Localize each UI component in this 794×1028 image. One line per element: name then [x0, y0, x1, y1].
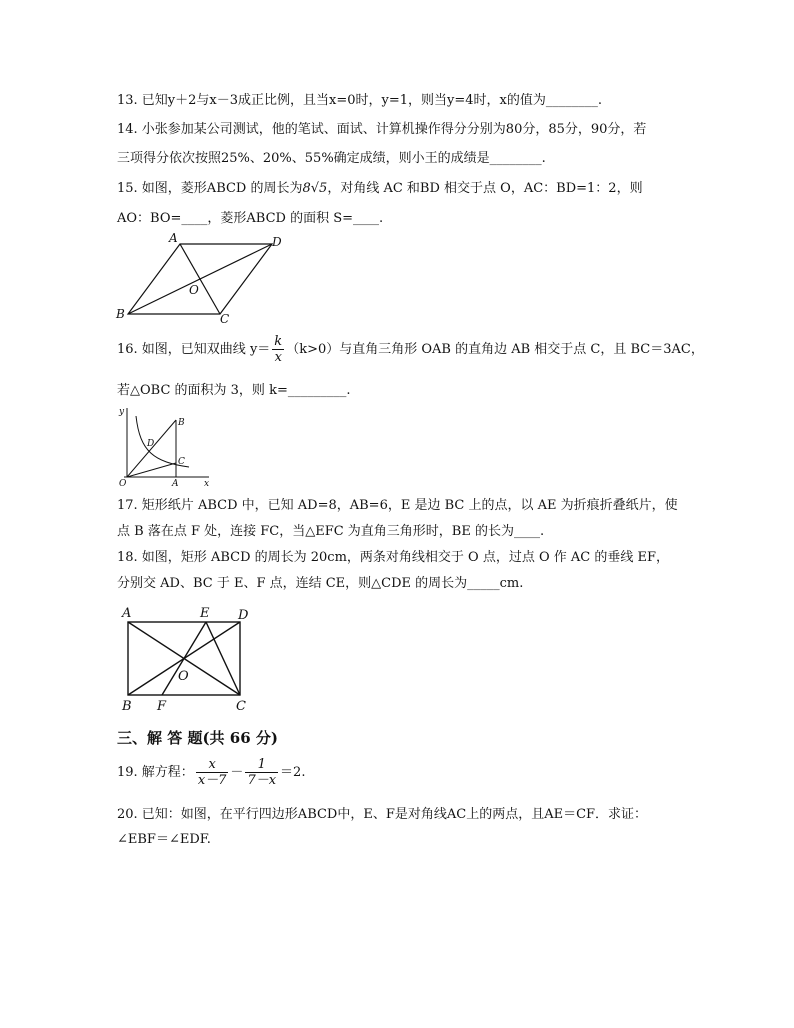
equation-rhs: ＝2. — [280, 765, 306, 780]
label-d: D — [272, 235, 282, 249]
label-a: A — [122, 606, 132, 621]
question-16-text-end: （k>0）与直角三角形 OAB 的直角边 AB 相交于点 C，且 BC＝3AC， — [286, 342, 704, 357]
fraction-2-denominator: 7－x — [247, 773, 277, 788]
question-14-line-1: 14. 小张参加某公司测试，他的笔试、面试、计算机操作得分分别为80分，85分，90分，若 — [117, 122, 647, 137]
question-19 — [117, 756, 305, 792]
question-20-line-1: 20. 已知：如图，在平行四边形ABCD中，E、F是对角线AC上的两点，且AE＝CF．求证： — [117, 807, 648, 822]
label-e: E — [200, 606, 210, 621]
question-16-text-start: 16. 如图，已知双曲线 y＝ — [117, 342, 271, 357]
fraction-numerator: k — [274, 334, 283, 349]
question-15-text-end: ，对角线 AC 和BD 相交于点 O，AC：BD=1：2，则 — [327, 181, 643, 196]
hyperbola-figure — [114, 402, 214, 488]
label-f: F — [157, 699, 167, 714]
diagonal-bd — [128, 244, 272, 314]
question-13: 13. 已知y＋2与x－3成正比例，且当x=0时，y=1，则当y=4时，x的值为________. — [117, 93, 602, 108]
label-c: C — [236, 699, 246, 714]
rhombus-figure — [112, 232, 287, 324]
label-a: A — [172, 479, 179, 488]
fraction-denominator: x — [272, 349, 284, 365]
question-15-line-1 — [117, 180, 643, 198]
label-x: x — [204, 479, 210, 488]
segment-oc — [127, 463, 176, 477]
question-16-line-1 — [117, 334, 704, 368]
question-18-line-1: 18. 如图，矩形 ABCD 的周长为 20cm，两条对角线相交于 O 点，过点 O 作 AC 的垂线 EF， — [117, 550, 669, 565]
question-20-line-2: ∠EBF＝∠EDF. — [117, 832, 211, 847]
label-y: y — [119, 407, 125, 417]
minus-sign: － — [230, 765, 244, 780]
hyperbola-fraction — [272, 334, 284, 365]
fraction-1-numerator: x — [208, 757, 216, 772]
question-14-line-2: 三项得分依次按照25%、20%、55%确定成绩，则小王的成绩是________. — [117, 151, 546, 166]
label-o: O — [178, 669, 189, 684]
equation-fraction-2 — [245, 757, 278, 788]
label-o: O — [119, 479, 127, 488]
question-17-line-1: 17. 矩形纸片 ABCD 中，已知 AD=8，AB=6，E 是边 BC 上的点，以 AE 为折痕折叠纸片，使 — [117, 498, 678, 513]
question-16-line-2: 若△OBC 的面积为 3，则 k=_________. — [117, 383, 351, 398]
label-b: B — [178, 418, 185, 428]
perimeter-value: 8√5 — [302, 181, 328, 196]
label-d: D — [147, 439, 155, 449]
segment-ef — [162, 622, 206, 695]
question-15-text-start: 15. 如图，菱形ABCD 的周长为 — [117, 181, 303, 196]
question-17-line-2: 点 B 落在点 F 处，连接 FC，当△EFC 为直角三角形时，BE 的长为____. — [117, 524, 545, 539]
label-b: B — [122, 699, 132, 714]
fraction-1-denominator: x－7 — [197, 773, 227, 788]
section-heading: 三、解 答 题(共 66 分) — [117, 729, 278, 747]
label-b: B — [116, 307, 125, 321]
label-a: A — [169, 232, 178, 245]
question-15-line-2: AO：BO=____，菱形ABCD 的面积 S=____. — [117, 211, 384, 226]
rectangle-figure — [118, 602, 253, 714]
label-d: D — [238, 608, 249, 623]
label-o: O — [189, 283, 199, 297]
label-c: C — [220, 312, 230, 324]
fraction-2-numerator: 1 — [257, 757, 266, 772]
equation-fraction-1 — [196, 757, 229, 788]
question-18-line-2: 分别交 AD、BC 于 E、F 点，连结 CE，则△CDE 的周长为_____cm. — [117, 576, 524, 591]
question-19-prefix: 19. 解方程： — [117, 765, 194, 780]
label-c: C — [178, 457, 185, 467]
